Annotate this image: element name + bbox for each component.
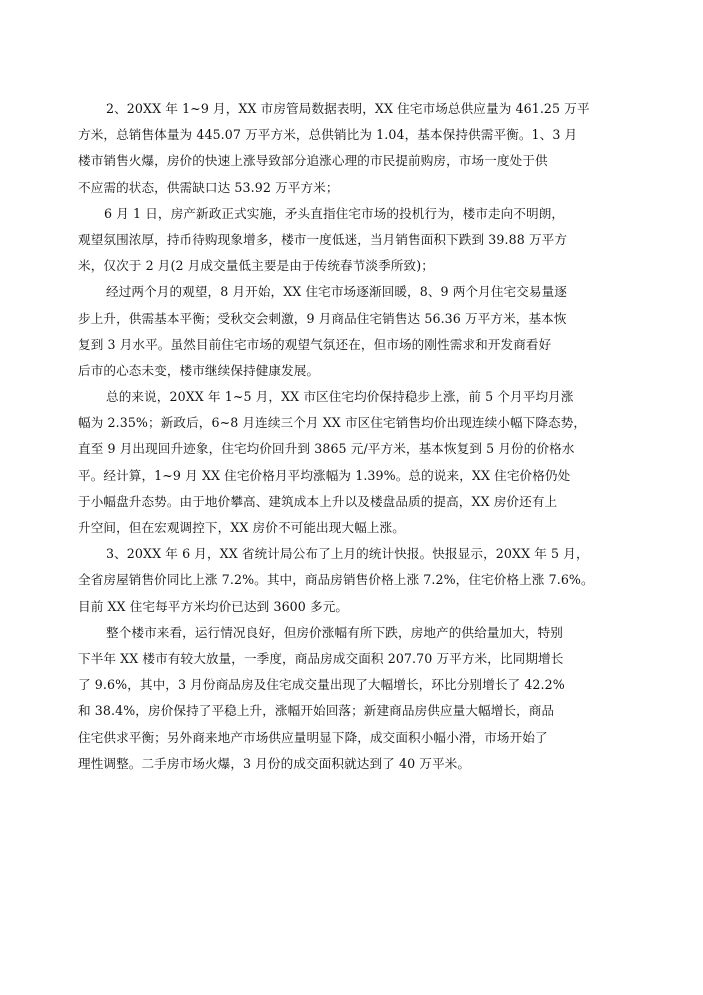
text-line: 幅为 2.35%；新政后，6~8 月连续三个月 XX 市区住宅销售均价出现连续小幅下降态势， [78, 415, 587, 431]
paragraph-5 [78, 541, 638, 620]
text-line: 于小幅盘升态势。由于地价攀高、建筑成本上升以及楼盘品质的提高，XX 房价还有上 [78, 493, 558, 509]
text-line: 全省房屋销售价同比上涨 7.2%。其中，商品房销售价格上涨 7.2%，住宅价格上涨 7.6%。 [78, 572, 594, 588]
text-line: 总的来说，20XX 年 1~5 月，XX 市区住宅均价保持稳步上涨，前 5 个月平均月涨 [106, 389, 574, 405]
paragraph-6 [78, 620, 638, 777]
text-line: 后市的心态未变，楼市继续保持健康发展。 [78, 362, 320, 378]
text-line: 直至 9 月出现回升迹象，住宅均价回升到 3865 元/平方米，基本恢复到 5 月份的价格水 [78, 441, 575, 457]
text-line: 复到 3 月水平。虽然目前住宅市场的观望气氛还在，但市场的刚性需求和开发商看好 [78, 336, 552, 352]
text-line: 了 9.6%，其中，3 月份商品房及住宅成交量出现了大幅增长，环比分别增长了 42.2% [78, 677, 565, 693]
text-line: 观望氛围浓厚，持币待购现象增多，楼市一度低迷，当月销售面积下跌到 39.88 万平方 [78, 231, 568, 247]
text-line: 不应需的状态，供需缺口达 53.92 万平方米； [78, 179, 339, 195]
document-body [78, 96, 638, 777]
text-line: 理性调整。二手房市场火爆，3 月份的成交面积就达到了 40 万平米。 [78, 755, 471, 771]
text-line: 升空间，但在宏观调控下，XX 房价不可能出现大幅上涨。 [78, 520, 405, 535]
text-line: 和 38.4%，房价保持了平稳上升，涨幅开始回落；新建商品房供应量大幅增长，商品 [78, 703, 555, 719]
text-line: 经过两个月的观望，8 月开始，XX 住宅市场逐渐回暖，8、9 两个月住宅交易量逐 [106, 284, 567, 300]
paragraph-3 [78, 279, 638, 384]
text-line: 平。经计算，1~9 月 XX 住宅价格月平均涨幅为 1.39%。总的说来，XX 住宅价格仍处 [78, 467, 571, 483]
text-line: 6 月 1 日，房产新政正式实施，矛头直指住宅市场的投机行为，楼市走向不明朗， [104, 205, 565, 221]
text-line: 2、20XX 年 1~9 月，XX 市房管局数据表明，XX 住宅市场总供应量为 461.25 万平 [106, 101, 590, 116]
text-line: 楼市销售火爆，房价的快速上涨导致部分追涨心理的市民提前购房，市场一度处于供 [78, 153, 548, 169]
paragraph-4 [78, 384, 638, 541]
paragraph-2 [78, 201, 638, 280]
text-line: 目前 XX 住宅每平方米均价已达到 3600 多元。 [78, 598, 349, 614]
text-line: 方米，总销售体量为 445.07 万平方米，总供销比为 1.04，基本保持供需平衡。1、3 月 [78, 127, 578, 143]
text-line: 住宅供求平衡；另外商来地产市场供应量明显下降，成交面积小幅小滑，市场开始了 [78, 729, 548, 745]
text-line: 下半年 XX 楼市有较大放量，一季度，商品房成交面积 207.70 万平方米，比同期增长 [78, 650, 564, 666]
paragraph-1 [78, 96, 638, 201]
text-line: 3、20XX 年 6 月，XX 省统计局公布了上月的统计快报。快报显示，20XX 年 5 月， [106, 546, 589, 562]
text-line: 米，仅次于 2 月(2 月成交量低主要是由于传统春节淡季所致)； [78, 258, 434, 274]
text-line: 整个楼市来看，运行情况良好，但房价涨幅有所下跌，房地产的供给量加大，特别 [106, 624, 563, 640]
text-line: 步上升，供需基本平衡；受秋交会刺激，9 月商品住宅销售达 56.36 万平方米，基本恢 [78, 310, 567, 326]
